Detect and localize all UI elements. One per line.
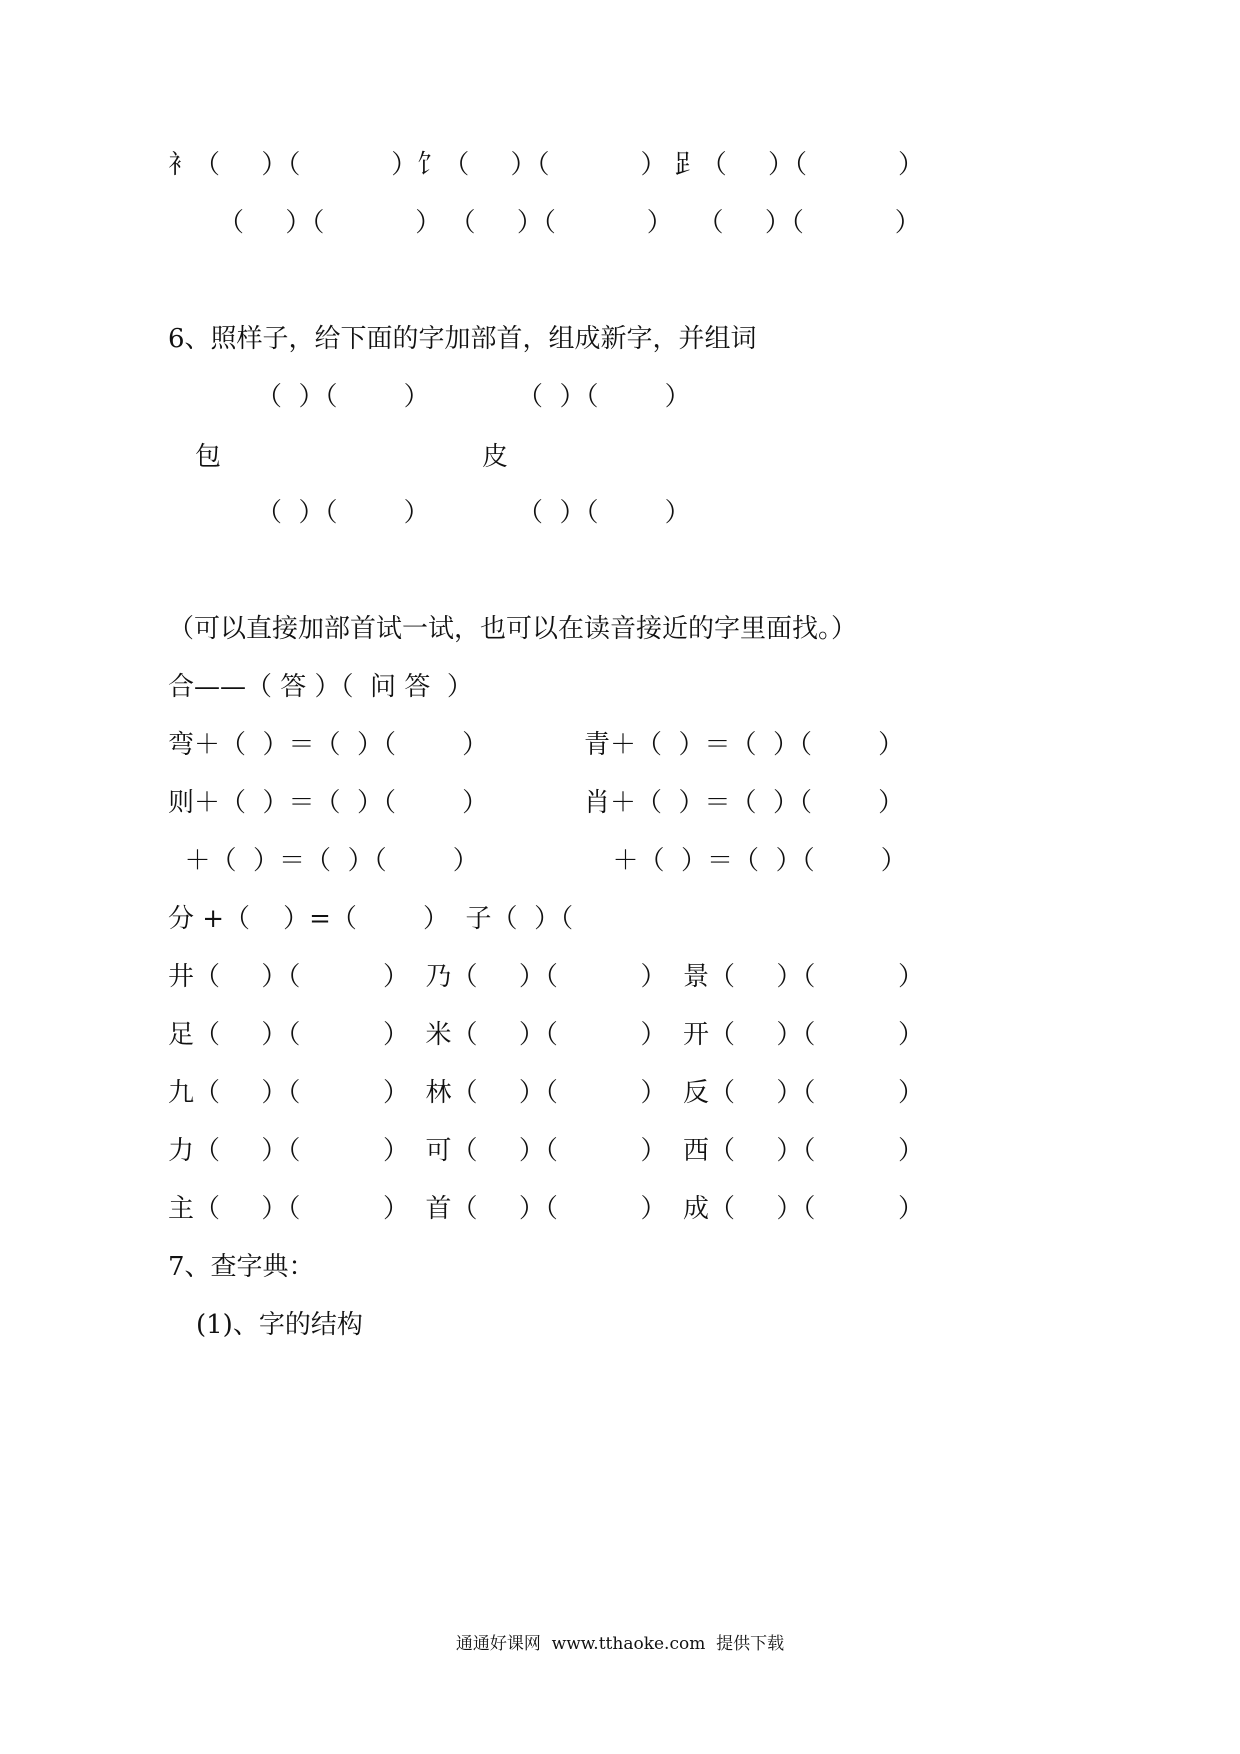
q6-bottom-left-blanks: （ ）（ ） bbox=[256, 498, 430, 528]
equation-row-1-right: 青＋（ ）＝（ ）（ ） bbox=[584, 730, 905, 760]
radical-row-2: （ ）（ ） （ ）（ ） （ ）（ ） bbox=[218, 208, 921, 238]
fen-row: 分 +（ ）=（ ） 子（ ）（ bbox=[168, 904, 574, 934]
footer-text: 通通好课网 www.tthaoke.com 提供下载 bbox=[455, 1634, 785, 1654]
equation-row-3-right: ＋（ ）＝（ ）（ ） bbox=[596, 846, 907, 876]
radical-row-1: 衤（ ）（ ）饣（ ）（ ） 𧾷（ ）（ ） bbox=[168, 150, 924, 180]
q6-top-right-blanks: （ ）（ ） bbox=[517, 382, 691, 412]
char-row-li: 力（ ）（ ） 可（ ）（ ） 西（ ）（ ） bbox=[168, 1136, 924, 1166]
question-6-title: 6、照样子，给下面的字加部首，组成新字，并组词 bbox=[168, 324, 757, 354]
char-row-zu: 足（ ）（ ） 米（ ）（ ） 开（ ）（ ） bbox=[168, 1020, 924, 1050]
q6-top-left-blanks: （ ）（ ） bbox=[256, 382, 430, 412]
question-7-title: 7、查字典： bbox=[168, 1252, 315, 1282]
equation-row-2-right: 肖＋（ ）＝（ ）（ ） bbox=[584, 788, 905, 818]
example-line: 合——（ 答 ）（ 问 答 ） bbox=[168, 672, 473, 702]
equation-row-3-left: ＋（ ）＝（ ）（ ） bbox=[168, 846, 479, 876]
q6-bottom-right-blanks: （ ）（ ） bbox=[517, 498, 691, 528]
char-row-jing: 井（ ）（ ） 乃（ ）（ ） 景（ ）（ ） bbox=[168, 962, 924, 992]
char-row-zhu: 主（ ）（ ） 首（ ）（ ） 成（ ）（ ） bbox=[168, 1194, 924, 1224]
hint-text: （可以直接加部首试一试，也可以在读音接近的字里面找。） bbox=[168, 614, 858, 644]
q6-char-right: 皮 bbox=[482, 442, 509, 472]
equation-row-2-left: 则＋（ ）＝（ ）（ ） bbox=[168, 788, 489, 818]
question-7-part-1: (1)、字的结构 bbox=[196, 1310, 363, 1340]
equation-row-1-left: 弯＋（ ）＝（ ）（ ） bbox=[168, 730, 489, 760]
char-row-jiu: 九（ ）（ ） 林（ ）（ ） 反（ ）（ ） bbox=[168, 1078, 924, 1108]
q6-char-left: 包 bbox=[195, 442, 222, 472]
